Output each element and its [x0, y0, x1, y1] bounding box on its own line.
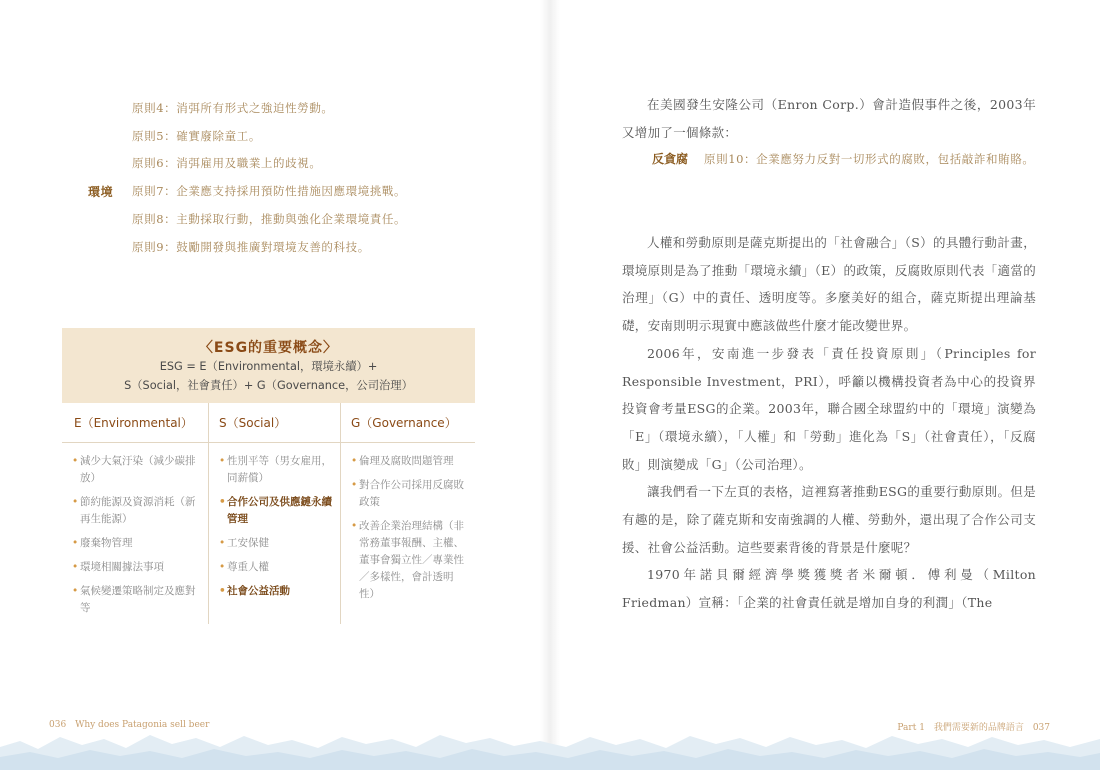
principle-text: 原則7：企業應支持採用預防性措施因應環境挑戰。: [132, 184, 407, 199]
running-section: Part 1 我們需要新的品牌語言: [897, 723, 1024, 733]
principle-category: 反貪腐: [652, 152, 689, 166]
esg-column-governance: [340, 403, 475, 624]
list-item: • 改善企業治理結構（非常務董事報酬、主權、董事會獨立性／專業性／多樣性，會計透明性）: [351, 518, 469, 603]
list-item: • 對合作公司採用反腐敗政策: [351, 477, 469, 511]
left-footer: [43, 720, 209, 730]
paragraph: 讓我們看一下左頁的表格，這裡寫著推動ESG的重要行動原則。但是有趣的是，除了薩克斯和安南強調的人權、勞動外，還出現了合作公司支援、社會公益活動。這些要素背後的背景是什麼呢？: [622, 484, 1036, 555]
principle-text: 原則8：主動採取行動，推動與強化企業環境責任。: [132, 212, 407, 227]
esg-column-environmental: [62, 403, 208, 624]
intro-paragraph: [622, 91, 1036, 146]
body-text: [622, 229, 1036, 617]
list-item: • 性別平等（男女雇用，同薪償）: [219, 453, 334, 487]
paragraph: 在美國發生安隆公司（Enron Corp.）會計造假事件之後，2003年又增加了一個條款：: [622, 97, 1036, 140]
list-item: • 倫理及腐敗問題管理: [351, 453, 469, 470]
esg-columns: [62, 403, 475, 624]
running-title: Why does Patagonia sell beer: [75, 720, 210, 730]
page-number: 037: [1032, 723, 1050, 733]
principle-text: 原則9：鼓勵開發與推廣對環境友善的科技。: [132, 239, 370, 254]
principle-row: [88, 122, 488, 150]
principle-text: 原則5：確實廢除童工。: [132, 128, 261, 143]
principle-row: [88, 233, 488, 261]
paragraph: 1970年諾貝爾經濟學獎獲獎者米爾頓．傅利曼（Milton Friedman）宣稱：「企業的社會責任就是增加自身的利潤」（The: [622, 567, 1036, 611]
list-item: • 環境相關據法事項: [72, 559, 202, 576]
paragraph: 人權和勞動原則是薩克斯提出的「社會融合」（S）的具體行動計畫，環境原則是為了推動「環境永續」（E）的政策，反腐敗原則代表「適當的治理」（G）中的責任、透明度等。多麼美好的組合，薩克斯提出理論基礎，安南則明示現實中應該做些什麼才能改變世界。: [622, 235, 1036, 334]
principle-text: 原則10：企業應努力反對一切形式的腐敗，包括敲詐和賄賂。: [704, 152, 1035, 166]
list-item: • 節約能源及資源消耗（新再生能源）: [72, 494, 202, 528]
list-item: • 廢棄物管理: [72, 535, 202, 552]
esg-table-title: 〈ESG的重要概念〉: [198, 340, 339, 356]
principle-text: 原則4：消弭所有形式之強迫性勞動。: [132, 100, 334, 115]
principle-category: 環境: [88, 184, 114, 199]
list-item: • 合作公司及供應鏈永續管理: [219, 494, 334, 528]
principle-row: [88, 177, 488, 205]
esg-table-header: [62, 328, 475, 403]
principle-text: 原則6：消弭雇用及職業上的歧視。: [132, 156, 322, 171]
list-item: • 減少大氣汙染（減少碳排放）: [72, 453, 202, 487]
column-header: E（Environmental）: [62, 403, 208, 443]
column-header: S（Social）: [209, 403, 340, 443]
list-item: • 社會公益活動: [219, 583, 334, 600]
paragraph: 2006年，安南進一步發表「責任投資原則」（Principles for Responsible Investment，PRI），呼籲以機構投資者為中心的投資界投資會考量ESG的企業。2003年，聯合國全球盟約中的「環境」演變為「E」（環境永續），「人權」和「勞動」進化為「S」（社會責任），「反腐敗」則演變成「G」（公司治理）。: [622, 345, 1036, 472]
esg-equation-line: ESG = E（Environmental，環境永續）+: [159, 360, 378, 373]
right-footer: [897, 720, 1056, 733]
list-item: • 氣候變遷策略制定及應對等: [72, 583, 202, 617]
list-item: • 工安保健: [219, 535, 334, 552]
list-item: • 尊重人權: [219, 559, 334, 576]
esg-equation-line: S（Social，社會責任）+ G（Governance，公司治理）: [124, 379, 413, 392]
principle-row: [88, 150, 488, 178]
anti-corruption-principle: [652, 146, 1042, 173]
column-header: G（Governance）: [341, 403, 475, 443]
principles-list: [88, 94, 488, 261]
page-number: 036: [49, 720, 67, 730]
esg-table: [62, 328, 475, 624]
principle-row: [88, 94, 488, 122]
esg-column-social: [208, 403, 340, 624]
principle-row: [88, 205, 488, 233]
